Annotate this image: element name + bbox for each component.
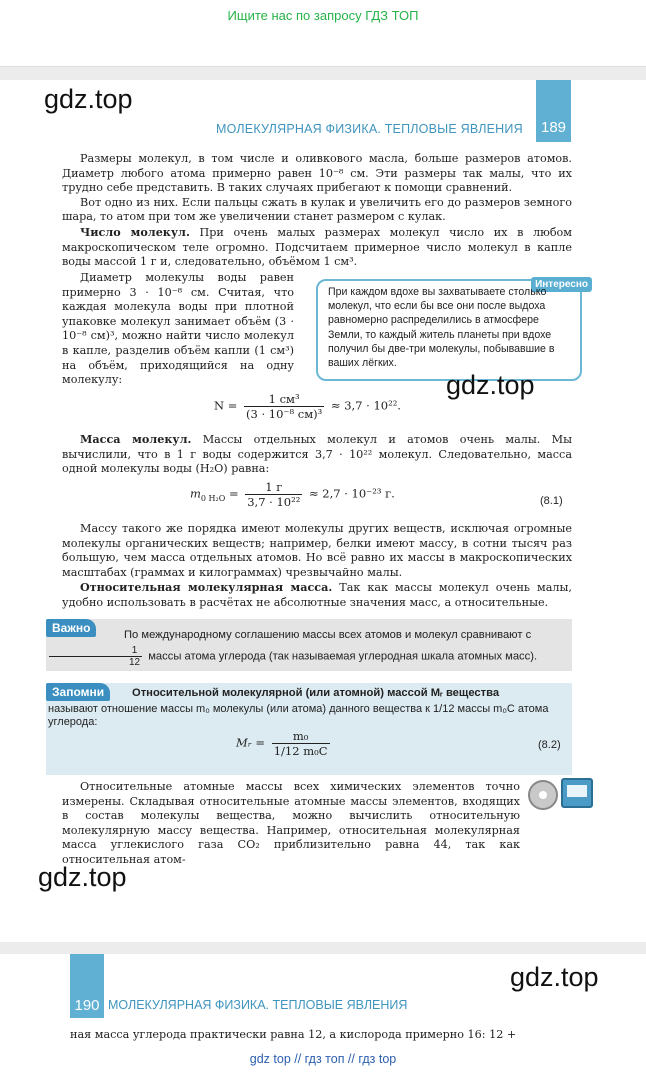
page-header-title: МОЛЕКУЛЯРНАЯ ФИЗИКА. ТЕПЛОВЫЕ ЯВЛЕНИЯ <box>216 122 523 136</box>
important-box <box>46 619 572 671</box>
important-label: Важно <box>46 619 96 637</box>
remember-text: называют отношение массы m₀ молекулы (или атома) данного вещества к 1/12 массы m₀C атома углерода: <box>48 703 549 728</box>
watermark: gdz.top <box>510 962 599 992</box>
footer-links[interactable]: gdz top // гдз топ // гдз top <box>0 1050 646 1076</box>
page-number-tab <box>536 80 571 142</box>
watermark: gdz.top <box>446 370 535 400</box>
paragraph-7: Относительная молекулярная масса. Так как массы молекул очень малы, удобно использовать в расчётах не абсолютные значения масс, а относительные. <box>62 580 572 609</box>
equation-number-8-1: (8.1) <box>540 495 563 507</box>
heading-molecule-mass: Масса молекул. <box>80 432 192 446</box>
paragraph-2: Вот одно из них. Если пальцы сжать в кулак и увеличить его до размеров земного шара, то атом при том же увеличении станет размером с кулак. <box>62 195 572 224</box>
page-190-text: ная масса углерода практически равна 12, а кислорода примерно 16: 12 + <box>70 1028 517 1041</box>
paragraph-5: Масса молекул. Массы отдельных молекул и атомов очень малы. Мы вычислили, что в 1 г воды содержится 3,7 · 10²² молекул. Следовательно, масса одной молекулы воды (H₂O) равна: <box>62 432 572 476</box>
textbook-page-190 <box>0 954 646 1050</box>
paragraph-6: Массу такого же порядка имеют молекулы других веществ, исключая огромные молекулы органических веществ; например, белки имеют массу, в сотни тысяч раз большую, чем масса отдельных атомов. Но всё равно их массы в макроскопических масштабах (граммах и килограммах) чрезвычайно малы. <box>62 522 572 579</box>
page-number: 189 <box>540 119 567 136</box>
remember-heading: Относительной молекулярной (или атомной) массой Mᵣ вещества <box>132 687 500 699</box>
equation-number-8-2: (8.2) <box>538 739 561 751</box>
intro-text <box>62 152 572 270</box>
remember-box <box>46 683 572 775</box>
interesting-callout <box>316 279 588 381</box>
paragraph-8: Относительные атомные массы всех химических элементов точно измерены. Складывая относительные атомные массы элементов, входящих в состав молекулы вещества, можно вычислить относительную молекулярную массу вещества. Например, относительная молекулярная масса углекислого газа CO₂ приблизительно равна 44, так как относительная атом- <box>62 780 520 866</box>
textbook-page-189 <box>0 80 646 942</box>
watermark: gdz.top <box>44 84 133 114</box>
important-text: По международному соглашению массы всех атомов и молекул сравнивают с $\frac{1}{12}$ массы атома углерода (так называемая углеродная шкала атомных масс). <box>46 625 566 668</box>
formula-molecule-mass: $m_{0 H_2O}$ = $\frac{1 г}{\text{3,7 · 10²²}}$ ≈ 2,7 · 10⁻²³ г. <box>190 480 395 509</box>
formula-number-of-molecules: N = $\frac{\text{1 см³}}{\text{(3 · 10⁻⁸ см)³}}$ ≈ 3,7 · 10²². <box>214 392 401 421</box>
paragraph-3: Число молекул. При очень малых размерах молекул число их в любом макроскопическом теле огромно. Подсчитаем примерное число молекул в капле воды массой 1 г и, следовательно, объёмом 1 см³. <box>62 224 572 269</box>
top-banner-link[interactable]: Ищите нас по запросу ГДЗ ТОП <box>227 8 419 23</box>
page-number: 190 <box>74 997 100 1014</box>
page-number-tab <box>70 954 104 1018</box>
computer-screen-icon[interactable] <box>561 778 593 808</box>
page-header-title: МОЛЕКУЛЯРНАЯ ФИЗИКА. ТЕПЛОВЫЕ ЯВЛЕНИЯ <box>108 998 408 1012</box>
watermark: gdz.top <box>38 862 127 892</box>
paragraph-4: Диаметр молекулы воды равен примерно 3 · 10⁻⁸ см. Считая, что каждая молекула воды при плотной упаковке молекул занимает объём (3 · 10⁻⁸ см)³, можно найти число молекул в капле, разделив объём капли (1 см³) на объём, приходящийся на одну молекулу: <box>62 271 294 387</box>
paragraph-1: Размеры молекул, в том числе и оливкового масла, больше размеров атомов. Диаметр любого атома примерно равен 10⁻⁸ см. Эти размеры так малы, что их трудно себе представить. В таких случаях прибегают к помощи сравнений. <box>62 152 572 195</box>
paragraph-6-7 <box>62 522 572 611</box>
cd-disc-icon[interactable] <box>528 780 558 810</box>
heading-number-of-molecules: Число молекул. <box>80 224 190 239</box>
top-banner-bar <box>0 0 646 67</box>
formula-relative-mass: Mᵣ = $\frac{\text{m₀}}{\text{1/12 m₀C}}$ <box>236 729 328 758</box>
callout-text: При каждом вдохе вы захватываете столько молекул, что если бы все они после выдоха равномерно распределились в атмосфере Земли, то каждый житель планеты при вдохе получил бы две-три молекулы, побывавшие в ваших лёгких. <box>328 286 555 370</box>
heading-relative-mass: Относительная молекулярная масса. <box>80 580 333 595</box>
callout-label: Интересно <box>531 277 592 292</box>
remember-label: Запомни <box>46 683 110 701</box>
